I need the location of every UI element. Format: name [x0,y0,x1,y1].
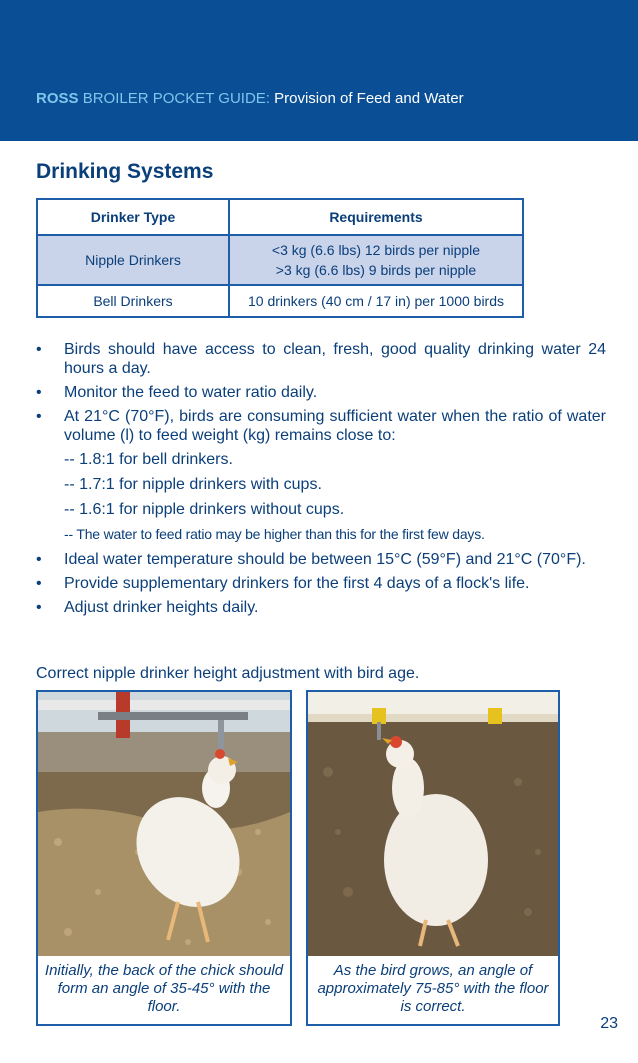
header-title [36,90,464,107]
requirement-line: <3 kg (6.6 lbs) 12 birds per nipple [271,242,481,258]
page-header [0,0,638,141]
list-item: • At 21°C (70°F), birds are consuming sufficient water when the ratio of water volume (l) to feed weight (kg) remains close to: [36,407,606,445]
list-item: • Monitor the feed to water ratio daily. [36,383,606,402]
photos-intro: Correct nipple drinker height adjustment with bird age. [36,665,420,682]
cell-requirements [229,235,523,285]
list-subitem: -- 1.6:1 for nipple drinkers without cups. [64,501,345,518]
cell-requirements: 10 drinkers (40 cm / 17 in) per 1000 birds [229,285,523,317]
list-item: • Birds should have access to clean, fresh, good quality drinking water 24 hours a day. [36,340,606,378]
cell-drinker-type: Bell Drinkers [37,285,229,317]
column-header-requirements: Requirements [229,199,523,235]
table-row [37,235,523,285]
table-header-row [37,199,523,235]
photo-panel-chick [36,690,292,1026]
requirement-line: >3 kg (6.6 lbs) 9 birds per nipple [275,262,477,278]
table-row [37,285,523,317]
header-guide: BROILER POCKET GUIDE: [82,90,270,107]
requirements-table [36,198,524,318]
list-item: • Ideal water temperature should be between 15°C (59°F) and 21°C (70°F). [36,550,606,569]
photo-caption: Initially, the back of the chick should form an angle of 35-45° with the floor. [44,962,284,1015]
grown-bird-drinking-photo [308,692,558,956]
section-title: Drinking Systems [36,160,214,183]
list-subitem: -- 1.7:1 for nipple drinkers with cups. [64,476,322,493]
list-item: • Provide supplementary drinkers for the first 4 days of a flock's life. [36,574,606,593]
header-topic: Provision of Feed and Water [274,90,464,107]
grown-bird-photo-illustration [308,692,558,956]
chick-photo-illustration [38,692,290,956]
list-subitem: -- 1.8:1 for bell drinkers. [64,451,233,468]
cell-drinker-type: Nipple Drinkers [37,235,229,285]
list-subitem: -- The water to feed ratio may be higher than this for the first few days. [64,526,485,542]
header-brand: ROSS [36,90,79,107]
chick-drinking-photo [38,692,290,956]
page-number: 23 [600,1015,618,1032]
column-header-drinker-type: Drinker Type [37,199,229,235]
list-item: • Adjust drinker heights daily. [36,598,606,617]
guidance-list [36,340,606,622]
photo-panel-grown-bird [306,690,560,1026]
photo-caption: As the bird grows, an angle of approximately 75-85° with the floor is correct. [317,962,549,1015]
